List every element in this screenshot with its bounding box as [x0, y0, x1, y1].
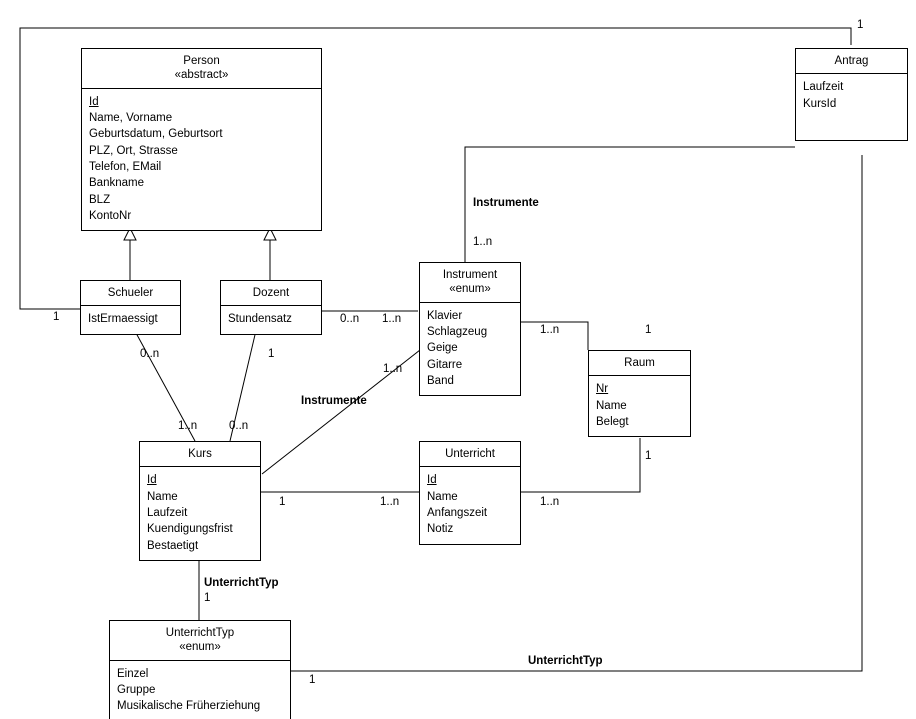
attribute: Laufzeit — [147, 507, 188, 520]
class-person-stereotype: «abstract» — [174, 69, 229, 82]
multiplicity-label: 1 — [268, 348, 275, 360]
attribute: Geige — [427, 342, 458, 355]
multiplicity-label: 1..n — [473, 236, 493, 248]
multiplicity-label: 1 — [204, 592, 211, 604]
attribute: Id — [147, 474, 157, 487]
class-kurs-attributes — [140, 467, 260, 560]
class-kurs[interactable] — [139, 441, 261, 561]
attribute: Name — [427, 490, 458, 503]
class-schueler-attributes — [81, 306, 180, 333]
attribute: KursId — [803, 97, 837, 110]
multiplicity-label: 1..n — [540, 496, 560, 508]
class-unterrichttyp-attributes — [110, 661, 290, 719]
attribute: Geburtsdatum, Geburtsort — [89, 128, 223, 141]
multiplicity-label: 1..n — [540, 324, 560, 336]
class-schueler-name: Schueler — [107, 287, 154, 299]
attribute: Bestaetigt — [147, 539, 199, 552]
class-raum-header — [589, 351, 690, 375]
class-person-name: Person — [183, 55, 220, 67]
attribute: Gruppe — [117, 684, 156, 697]
attribute: Klavier — [427, 309, 463, 322]
attribute: Anfangszeit — [427, 507, 488, 520]
class-unterricht-header — [420, 442, 520, 466]
connector-unterricht-raum — [521, 438, 640, 492]
attribute: Nr — [596, 383, 609, 396]
attribute: Musikalische Früherziehung — [117, 700, 261, 713]
class-unterricht-name: Unterricht — [445, 448, 495, 460]
class-person-header — [82, 49, 321, 88]
attribute: Band — [427, 375, 454, 388]
class-antrag-header — [796, 49, 907, 73]
class-unterrichttyp-name: UnterrichtTyp — [165, 627, 235, 639]
attribute: Telefon, EMail — [89, 161, 162, 174]
class-unterrichttyp-stereotype: «enum» — [179, 641, 221, 654]
attribute: Name — [596, 399, 627, 412]
attribute: IstErmaessigt — [88, 313, 158, 326]
multiplicity-label: 1 — [279, 496, 286, 508]
multiplicity-label: 1 — [645, 324, 652, 336]
attribute: Schlagzeug — [427, 326, 488, 339]
attribute: Bankname — [89, 177, 144, 190]
multiplicity-label: 1 — [309, 674, 316, 686]
class-instrument[interactable] — [419, 262, 521, 396]
class-dozent-attributes — [221, 306, 321, 333]
class-unterrichttyp-header — [110, 621, 290, 660]
attribute: Kuendigungsfrist — [147, 523, 233, 536]
class-unterricht-attributes — [420, 467, 520, 543]
class-schueler-header — [81, 281, 180, 305]
attribute: Id — [89, 95, 99, 108]
class-antrag[interactable] — [795, 48, 908, 141]
class-antrag-attributes — [796, 74, 907, 140]
multiplicity-label: 0..n — [140, 348, 160, 360]
multiplicity-label: 1 — [53, 311, 60, 323]
class-person[interactable] — [81, 48, 322, 231]
association-label: UnterrichtTyp — [528, 655, 603, 667]
attribute: Name, Vorname — [89, 112, 173, 125]
class-raum[interactable] — [588, 350, 691, 437]
attribute: Gitarre — [427, 358, 463, 371]
attribute: Laufzeit — [803, 81, 844, 94]
class-raum-name: Raum — [624, 357, 655, 369]
multiplicity-label: 1 — [857, 19, 864, 31]
association-label: Instrumente — [473, 197, 539, 209]
class-person-attributes — [82, 89, 321, 231]
class-unterrichttyp[interactable] — [109, 620, 291, 719]
connector-unterrichttyp-antrag — [291, 155, 862, 671]
class-instrument-name: Instrument — [442, 269, 498, 281]
class-dozent[interactable] — [220, 280, 322, 335]
multiplicity-label: 1 — [645, 450, 652, 462]
class-dozent-header — [221, 281, 321, 305]
attribute: Notiz — [427, 523, 454, 536]
class-kurs-header — [140, 442, 260, 466]
attribute: BLZ — [89, 193, 111, 206]
attribute: Name — [147, 490, 178, 503]
attribute: Stundensatz — [228, 313, 292, 326]
attribute: Belegt — [596, 416, 629, 429]
class-instrument-stereotype: «enum» — [449, 283, 491, 296]
class-antrag-name: Antrag — [834, 55, 869, 67]
multiplicity-label: 1..n — [383, 363, 403, 375]
attribute: Id — [427, 474, 437, 487]
association-label: UnterrichtTyp — [204, 577, 279, 589]
class-instrument-attributes — [420, 303, 520, 396]
class-unterricht[interactable] — [419, 441, 521, 545]
multiplicity-label: 1..n — [380, 496, 400, 508]
association-label: Instrumente — [301, 395, 367, 407]
class-dozent-name: Dozent — [252, 287, 290, 299]
multiplicity-label: 0..n — [229, 420, 249, 432]
attribute: Einzel — [117, 667, 149, 680]
multiplicity-label: 1..n — [178, 420, 198, 432]
class-schueler[interactable] — [80, 280, 181, 335]
attribute: PLZ, Ort, Strasse — [89, 144, 178, 157]
attribute: KontoNr — [89, 210, 132, 223]
class-instrument-header — [420, 263, 520, 302]
multiplicity-label: 1..n — [382, 313, 402, 325]
class-raum-attributes — [589, 376, 690, 436]
class-kurs-name: Kurs — [188, 448, 212, 460]
multiplicity-label: 0..n — [340, 313, 360, 325]
